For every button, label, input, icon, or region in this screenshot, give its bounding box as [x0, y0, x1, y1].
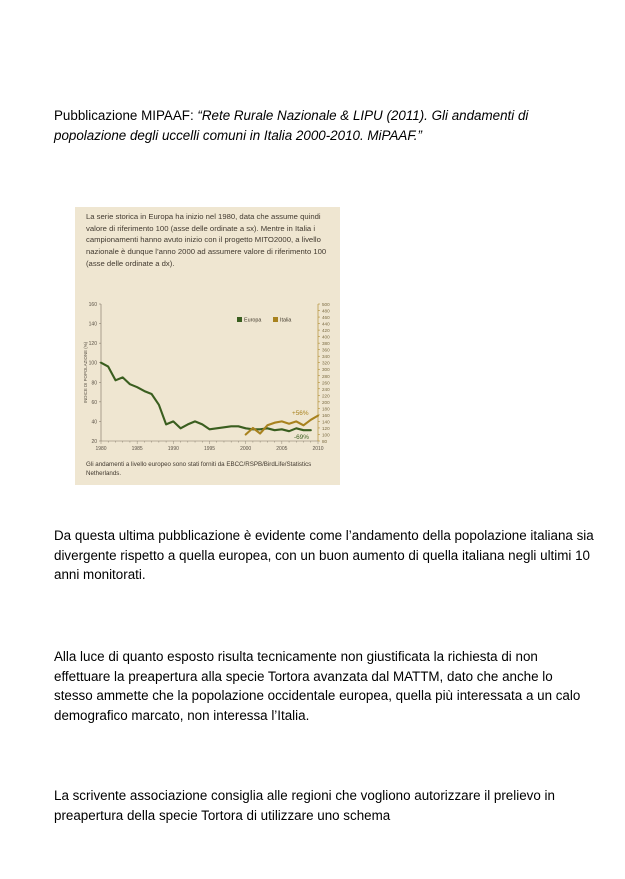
paragraph-conclusion: Alla luce di quanto esposto risulta tecnicamente non giustificata la richiesta di non effettuare la preapertura alla specie Tortora avanzata dal MATTM, dato che anche lo stesso ammette che la popolazione occidentale europea, quella più interessata a un calo demografico marcato, non interessa l’Italia.	[54, 649, 581, 723]
right-tick-label: 180	[322, 406, 330, 412]
right-tick-label: 220	[322, 393, 330, 399]
right-tick-label: 120	[322, 425, 330, 431]
x-tick-label: 1985	[131, 446, 143, 452]
right-tick-label: 140	[322, 419, 330, 425]
population-chart	[75, 207, 340, 485]
x-tick-label: 1990	[167, 446, 179, 452]
x-tick-label: 1995	[203, 446, 216, 452]
right-tick-label: 340	[322, 354, 330, 360]
right-tick-label: 260	[322, 380, 330, 386]
right-tick-label: 200	[322, 399, 330, 405]
right-tick-label: 300	[322, 367, 330, 373]
x-tick-label: 1980	[95, 446, 107, 452]
x-tick-label: 2005	[276, 446, 288, 452]
y-axis-label: INDICE DI POPOLAZIONE (%)	[83, 341, 88, 404]
right-tick-label: 480	[322, 308, 330, 314]
right-tick-label: 320	[322, 360, 330, 366]
x-tick-label: 2010	[312, 446, 324, 452]
annotation-italia-change: +56%	[292, 410, 309, 417]
right-tick-label: 80	[322, 439, 328, 444]
annotation-europa-change: -69%	[294, 434, 309, 441]
series-line-italia	[246, 416, 318, 435]
legend-swatch-italia	[273, 317, 278, 322]
citation-paragraph	[54, 106, 594, 145]
left-tick-label: 40	[91, 419, 97, 426]
figure-source: Gli andamenti a livello europeo sono stati forniti da EBCC/RSPB/BirdLife/Statistics Netherlands.	[86, 461, 312, 477]
right-tick-label: 500	[322, 302, 330, 307]
left-tick-label: 120	[88, 341, 97, 348]
x-tick-label: 2000	[240, 446, 252, 452]
legend-label-europa: Europa	[244, 317, 262, 324]
left-tick-label: 100	[88, 360, 97, 367]
right-tick-label: 380	[322, 341, 330, 347]
right-tick-label: 460	[322, 315, 330, 321]
paragraph-comparison: Da questa ultima pubblicazione è evidente come l’andamento della popolazione italiana sia divergente rispetto a quella europea, con un buon aumento di quella italiana negli ultimi 10 anni monitorati.	[54, 528, 594, 582]
right-tick-label: 400	[322, 334, 330, 340]
right-tick-label: 240	[322, 386, 330, 392]
population-figure	[75, 207, 340, 485]
left-tick-label: 80	[91, 380, 97, 387]
citation-prefix: Pubblicazione MIPAAF:	[54, 108, 198, 123]
left-tick-label: 160	[88, 302, 97, 308]
right-tick-label: 360	[322, 347, 330, 353]
citation-title: “Rete Rurale Nazionale & LIPU (2011). Gli andamenti di popolazione degli uccelli comuni in Italia 2000-2010. MiPAAF.”	[54, 108, 529, 143]
left-tick-label: 140	[88, 321, 97, 328]
left-tick-label: 20	[91, 439, 97, 445]
right-tick-label: 100	[322, 432, 330, 438]
paragraph-recommendation: La scrivente associazione consiglia alle regioni che vogliono autorizzare il prelievo in preapertura della specie Tortora di utilizzare uno schema	[54, 788, 555, 823]
right-tick-label: 280	[322, 373, 330, 379]
legend-swatch-europa	[237, 317, 242, 322]
right-tick-label: 440	[322, 321, 330, 327]
right-tick-label: 420	[322, 328, 330, 334]
legend-label-italia: Italia	[280, 317, 292, 324]
right-tick-label: 160	[322, 412, 330, 418]
figure-caption: La serie storica in Europa ha inizio nel 1980, data che assume quindi valore di riferimento 100 (asse delle ordinate a sx). Mentre in Italia i campionamenti hanno avuto inizio con il progetto MITO2000, a livello nazionale è dunque l’anno 2000 ad assumere valore di riferimento 100 (asse delle ordinate a dx).	[86, 212, 327, 268]
left-tick-label: 60	[91, 399, 97, 406]
